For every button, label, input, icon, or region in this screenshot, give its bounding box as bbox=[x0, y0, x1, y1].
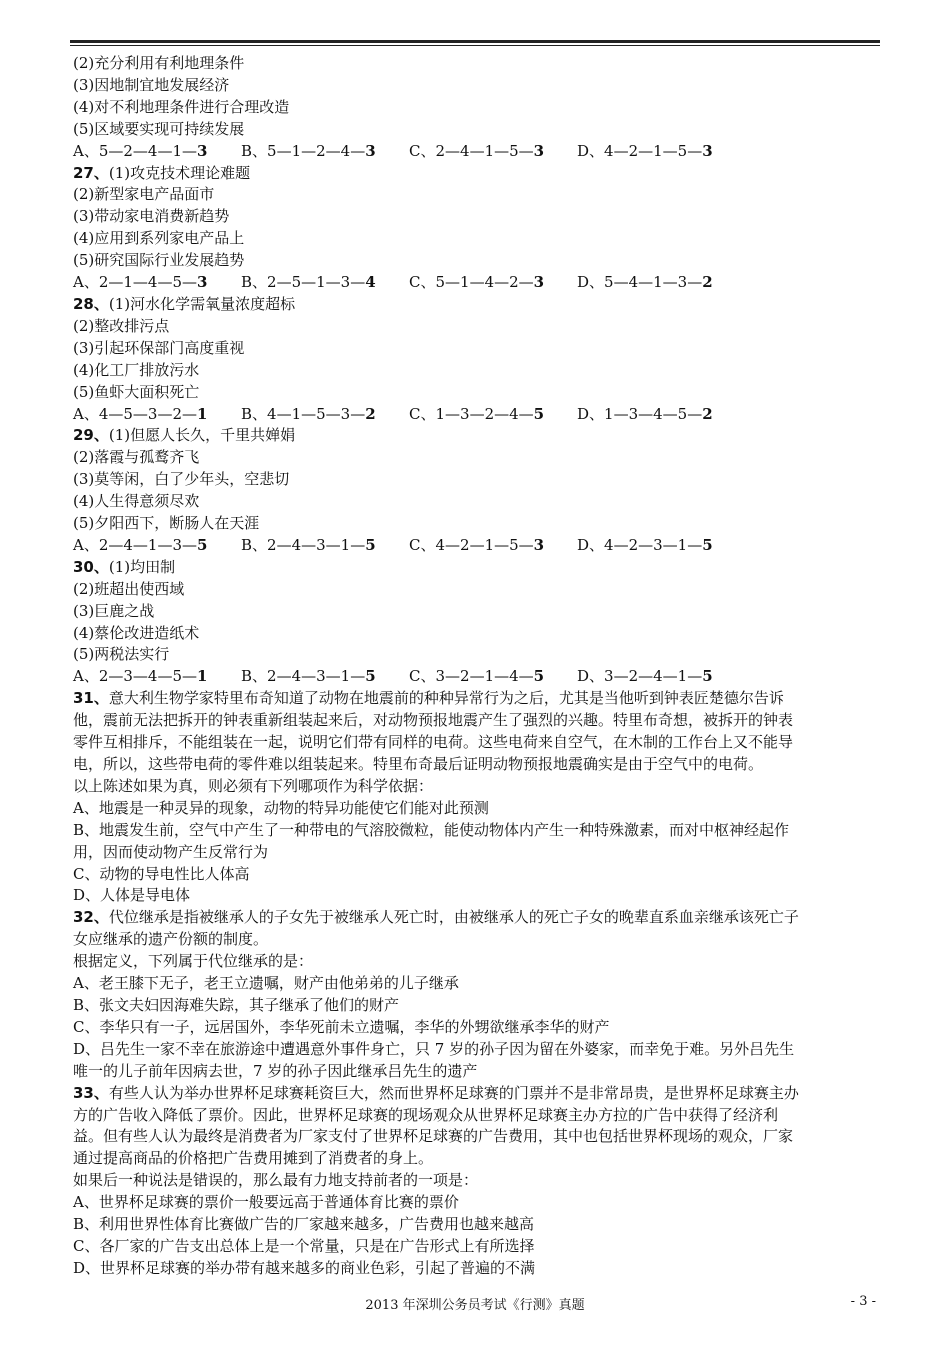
question-text-line: 女应继承的遗产份额的制度。 bbox=[73, 930, 269, 949]
option-c: C、3—2—1—4—5 bbox=[409, 667, 545, 686]
question-prompt: 以上陈述如果为真，则必须有下列哪项作为科学依据： bbox=[73, 776, 434, 795]
question-item: (2)充分利用有利地理条件 bbox=[73, 54, 245, 72]
option-d: D、吕先生一家不幸在旅游途中遭遇意外事件身亡，只 7 岁的孙子因为留在外婆家，而幸免于难。另外吕先生 bbox=[73, 1039, 795, 1058]
option-a: A、地震是一种灵异的现象，动物的特异功能使它们能对此预测 bbox=[73, 798, 489, 817]
question-prompt: 如果后一种说法是错误的，那么最有力地支持前者的一项是： bbox=[73, 1171, 479, 1190]
options-row bbox=[73, 404, 881, 426]
question-number: 28、 bbox=[73, 294, 109, 313]
question-item: (4)对不利地理条件进行合理改造 bbox=[73, 97, 290, 116]
question-prompt: 根据定义，下列属于代位继承的是： bbox=[73, 952, 314, 971]
question-31-text: 31、意大利生物学家特里布奇知道了动物在地震前的种种异常行为之后，尤其是当他听到钟表匠楚德尔告诉 bbox=[73, 689, 784, 708]
option-a: A、老王膝下无子，老王立遗嘱，财产由他弟弟的儿子继承 bbox=[73, 974, 459, 993]
options-row bbox=[73, 272, 881, 294]
question-text-line: 通过提高商品的价格把广告费用摊到了消费者的身上。 bbox=[73, 1149, 434, 1168]
option-b: B、2—5—1—3—4 bbox=[241, 273, 376, 292]
question-text-line: 电，所以，这些带电荷的零件难以组装起来。特里布奇最后证明动物预报地震确实是由于空气中的电荷。 bbox=[73, 755, 764, 773]
header-rule-thin bbox=[70, 45, 880, 46]
option-b: B、张文夫妇因海难失踪，其子继承了他们的财产 bbox=[73, 995, 400, 1014]
question-28: 28、(1)河水化学需氧量浓度超标 bbox=[73, 294, 296, 313]
question-item: (2)整改排污点 bbox=[73, 316, 170, 335]
question-33-text: 33、有些人认为举办世界杯足球赛耗资巨大，然而世界杯足球赛的门票并不是非常昂贵，是世界杯足球赛主办 bbox=[73, 1083, 799, 1102]
option-c: C、5—1—4—2—3 bbox=[409, 273, 545, 292]
option-d: D、世界杯足球赛的举办带有越来越多的商业色彩，引起了普遍的不满 bbox=[73, 1258, 536, 1277]
option-b-continued: 用，因而使动物产生反常行为 bbox=[73, 842, 269, 861]
option-d: D、1—3—4—5—2 bbox=[577, 404, 713, 423]
question-text-line: 零件互相排斥，不能组装在一起，说明它们带有同样的电荷。这些电荷来自空气，在木制的工作台上又不能导 bbox=[73, 733, 794, 752]
question-number: 31、 bbox=[73, 689, 109, 708]
question-item: (3)带动家电消费新趋势 bbox=[73, 207, 230, 226]
question-30: 30、(1)均田制 bbox=[73, 557, 176, 576]
question-item: (5)两税法实行 bbox=[73, 645, 170, 664]
header-rule-thick bbox=[70, 40, 880, 43]
option-c: C、各厂家的广告支出总体上是一个常量，只是在广告形式上有所选择 bbox=[73, 1236, 535, 1255]
question-text-line: 益。但有些人认为最终是消费者为厂家支付了世界杯足球赛的广告费用，其中也包括世界杯现场的观众，厂家 bbox=[73, 1127, 794, 1146]
question-item: (4)化工厂排放污水 bbox=[73, 360, 200, 379]
option-d: D、4—2—1—5—3 bbox=[577, 141, 713, 160]
question-item: (4)人生得意须尽欢 bbox=[73, 492, 200, 511]
page-footer bbox=[70, 1294, 880, 1314]
option-b: B、5—1—2—4—3 bbox=[241, 141, 376, 160]
option-b: B、2—4—3—1—5 bbox=[241, 535, 376, 554]
question-item: (3)引起环保部门高度重视 bbox=[73, 338, 245, 357]
option-b: B、4—1—5—3—2 bbox=[241, 404, 376, 423]
option-c: C、1—3—2—4—5 bbox=[409, 404, 545, 423]
question-text-line: 方的广告收入降低了票价。因此，世界杯足球赛的现场观众从世界杯足球赛主办方拉的广告中获得了经济利 bbox=[73, 1105, 779, 1124]
option-c: C、4—2—1—5—3 bbox=[409, 535, 545, 554]
question-item: (5)鱼虾大面积死亡 bbox=[73, 382, 200, 401]
question-27: 27、(1)攻克技术理论难题 bbox=[73, 163, 251, 182]
page-content bbox=[73, 53, 881, 1280]
option-d: D、5—4—1—3—2 bbox=[577, 273, 713, 292]
question-number: 30、 bbox=[73, 557, 109, 576]
footer-title: 2013 年深圳公务员考试《行测》真题 bbox=[365, 1298, 585, 1313]
options-row bbox=[73, 141, 881, 163]
question-item: (5)区域要实现可持续发展 bbox=[73, 119, 245, 138]
question-number: 32、 bbox=[73, 908, 109, 927]
question-item: (5)夕阳西下，断肠人在天涯 bbox=[73, 514, 260, 533]
option-d: D、人体是导电体 bbox=[73, 886, 191, 905]
option-d: D、3—2—4—1—5 bbox=[577, 667, 713, 686]
question-number: 29、 bbox=[73, 426, 109, 445]
option-b: B、地震发生前，空气中产生了一种带电的气溶胶微粒，能使动物体内产生一种特殊激素，而对中枢神经起作 bbox=[73, 820, 790, 839]
option-c: C、动物的导电性比人体高 bbox=[73, 864, 250, 883]
question-number: 33、 bbox=[73, 1083, 109, 1102]
question-32-text: 32、代位继承是指被继承人的子女先于被继承人死亡时，由被继承人的死亡子女的晚辈直系血亲继承该死亡子 bbox=[73, 908, 799, 927]
question-item: (2)班超出使西域 bbox=[73, 579, 185, 598]
options-row bbox=[73, 666, 881, 688]
question-item: (4)应用到系列家电产品上 bbox=[73, 229, 245, 248]
question-item: (2)新型家电产品面市 bbox=[73, 185, 215, 204]
option-c: C、2—4—1—5—3 bbox=[409, 141, 545, 160]
question-text-line: 他，震前无法把拆开的钟表重新组装起来后，对动物预报地震产生了强烈的兴趣。特里布奇想，被拆开的钟表 bbox=[73, 711, 794, 730]
question-number: 27、 bbox=[73, 163, 109, 182]
question-item: (4)蔡伦改进造纸术 bbox=[73, 623, 200, 642]
question-item: (2)落霞与孤鹜齐飞 bbox=[73, 448, 200, 467]
option-c: C、李华只有一子，远居国外，李华死前未立遗嘱，李华的外甥欲继承李华的财产 bbox=[73, 1017, 610, 1036]
option-a: A、2—3—4—5—1 bbox=[73, 667, 208, 686]
option-d: D、4—2—3—1—5 bbox=[577, 535, 713, 554]
question-item: (3)莫等闲，白了少年头，空悲切 bbox=[73, 470, 290, 489]
option-a: A、世界杯足球赛的票价一般要远高于普通体育比赛的票价 bbox=[73, 1193, 459, 1212]
option-a: A、4—5—3—2—1 bbox=[73, 404, 208, 423]
option-a: A、5—2—4—1—3 bbox=[73, 141, 208, 160]
page-number: - 3 - bbox=[850, 1294, 876, 1309]
question-item: (5)研究国际行业发展趋势 bbox=[73, 251, 245, 270]
question-item: (3)巨鹿之战 bbox=[73, 601, 155, 620]
question-29: 29、(1)但愿人长久，千里共婵娟 bbox=[73, 426, 296, 445]
options-row bbox=[73, 535, 881, 557]
option-d-continued: 唯一的儿子前年因病去世，7 岁的孙子因此继承吕先生的遗产 bbox=[73, 1061, 478, 1080]
option-b: B、利用世界性体育比赛做广告的厂家越来越多，广告费用也越来越高 bbox=[73, 1215, 535, 1234]
question-item: (3)因地制宜地发展经济 bbox=[73, 75, 230, 94]
option-a: A、2—1—4—5—3 bbox=[73, 273, 208, 292]
option-b: B、2—4—3—1—5 bbox=[241, 667, 376, 686]
option-a: A、2—4—1—3—5 bbox=[73, 535, 208, 554]
